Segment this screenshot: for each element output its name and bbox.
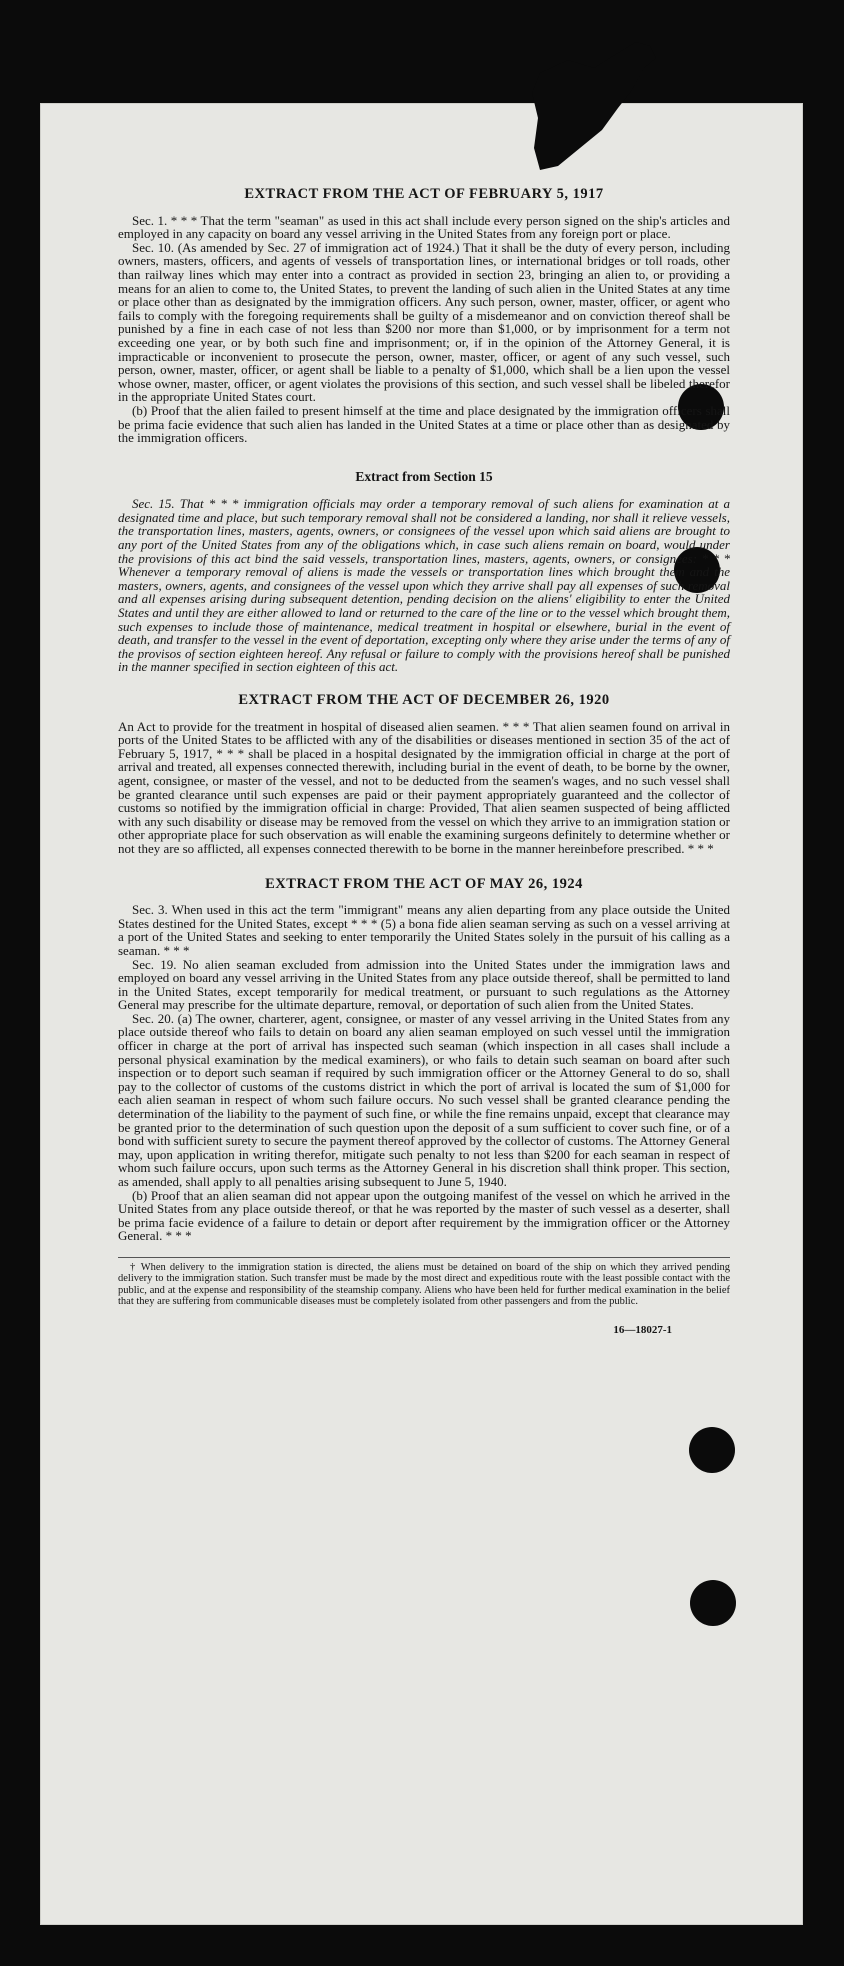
paragraph: Sec. 10. (As amended by Sec. 27 of immigration act of 1924.) That it shall be the duty of every person, including owners, masters, officers, and agents of vessels of transportation lines, or international bridges or toll roads, other than railway lines which may enter into a contract as provided in section 23, bringing an alien to, or providing a means for an alien to come to, the United States, to prevent the landing of such alien in the United States at any time or place other than as designated by the immigration officers. Any such person, owner, master, officer, or agent who fails to comply with the foregoing requirements shall be guilty of a misdemeanor and on conviction thereof shall be punished by a fine in each case of not less than $200 nor more than $1,000, or by imprisonment for a term not exceeding one year, or by both such fine and imprisonment; or, if in the opinion of the Attorney General, it is impracticable or inconvenient to prosecute the person, owner, master, officer, or agent of any such vessel, such person, owner, master, officer, or agent shall be liable to a penalty of $1,000, which shall be a lien upon the vessel whose owner, master, officer, or agent violates the provisions of this section, and such vessel shall be libeled therefor in the appropriate United States court.	[118, 239, 730, 405]
paragraph: Sec. 19. No alien seaman excluded from admission into the United States under the immigration laws and employed on board any vessel arriving in the United States from any place outside thereof, shall be permitted to land in the United States, except temporarily for medical treatment, or pursuant to such regulations as the Attorney General may prescribe for the ultimate departure, removal, or deportation of such alien from the United States.	[118, 956, 730, 1013]
punch-hole	[689, 1427, 735, 1473]
paragraph: (b) Proof that the alien failed to present himself at the time and place designated by the immigration officers shall be prima facie evidence that such alien has landed in the United States at a time or place other than as designated by the immigration officers.	[118, 402, 730, 446]
paragraph: Sec. 20. (a) The owner, charterer, agent, consignee, or master of any vessel arriving in the United States from any place outside thereof who fails to detain on board any alien seaman employed on such vessel until the immigration officer in charge at the port of arrival has inspected such seaman (which inspection in all cases shall include a personal physical examination by the medical examiners), or who fails to detain such seaman on board after such inspection or to deport such seaman if required by such immigration officer or the Attorney General to do so, shall pay to the collector of customs of the customs district in which the port of arrival is located the sum of $1,000 for each alien seaman in respect of whom such failure occurs. No such vessel shall be granted clearance pending the determination of the liability to the payment of such fine, or while the fine remains unpaid, except that clearance may be granted prior to the determination of such question upon the deposit of a sum sufficient to cover such fine, or of a bond with sufficient surety to secure the payment thereof approved by the collector of customs. The Attorney General may, upon application in writing therefor, mitigate such penalty to not less than $200 for each seaman in respect of whom such failure occurs, upon such terms as the Attorney General in his discretion shall think proper. This section, as amended, shall apply to all penalties arising subsequent to June 5, 1940.	[118, 1010, 730, 1189]
paragraph: Sec. 1. * * * That the term "seaman" as used in this act shall include every person signed on the ship's articles and employed in any capacity on board any vessel arriving in the United States from any foreign port or place.	[118, 212, 730, 242]
paragraph: Sec. 15. That * * * immigration officials may order a temporary removal of such aliens for examination at a designated time and place, but such temporary removal shall not be considered a landing, nor shall it relieve vessels, the transportation lines, masters, agents, owners, or consignees of the vessel upon which said aliens are brought to any port of the United States from any of the obligations which, in case such aliens remain on board, would under the provisions of this act bind the said vessels, transportation lines, masters, agents, owners, or consignees: * * * Whenever a temporary removal of aliens is made the vessels or transportation lines which brought them and the masters, owners, agents, and consignees of the vessel upon which they arrive shall pay all expenses of such removal and all expenses arising during subsequent detention, pending decision on the aliens' eligibility to enter the United States and until they are either allowed to land or returned to the care of the line or to the vessel which brought them, such expenses to include those of maintenance, medical treatment in hospital or elsewhere, burial in the event of death, and transfer to the vessel in the event of deportation, excepting only where they arise under the terms of any of the provisos of section eighteen hereof. Any refusal or failure to comply with the provisions hereof shall be punished in the manner specified in section eighteen of this act.	[118, 496, 730, 675]
punch-hole	[690, 1580, 736, 1626]
document-text	[118, 188, 730, 1338]
heading-section-15: Extract from Section 15	[355, 468, 493, 484]
paragraph: (b) Proof that an alien seaman did not appear upon the outgoing manifest of the vessel on which he arrived in the United States from any place outside thereof, or that he was reported by the master of such vessel as a deserter, shall be prima facie evidence of a failure to detain or deport after requirement by the immigration officer or the Attorney General. * * *	[118, 1187, 730, 1244]
form-number: 16—18027-1	[613, 1323, 672, 1336]
footnote-divider	[118, 1257, 730, 1258]
heading-act-1924: EXTRACT FROM THE ACT OF MAY 26, 1924	[265, 875, 583, 892]
paragraph: Sec. 3. When used in this act the term "immigrant" means any alien departing from any place outside the United States destined for the United States, except * * * (5) a bona fide alien seaman serving as such on a vessel arriving at a port of the United States and seeking to enter temporarily the United States solely in the pursuit of his calling as a seaman. * * *	[118, 902, 730, 958]
heading-act-1917: EXTRACT FROM THE ACT OF FEBRUARY 5, 1917	[244, 186, 604, 202]
torn-corner	[528, 38, 658, 173]
heading-act-1920: EXTRACT FROM THE ACT OF DECEMBER 26, 1920	[238, 692, 610, 708]
paragraph: An Act to provide for the treatment in hospital of diseased alien seamen. * * * That alien seamen found on arrival in ports of the United States to be afflicted with any of the disabilities or diseases mentioned in section 35 of the act of February 5, 1917, * * * shall be placed in a hospital designated by the immigration official in charge at the port of arrival and treated, all expenses connected therewith, including burial in the event of death, to be borne by the owner, agent, consignee, or master of the vessel, and not to be deducted from the seamen's wages, and no such vessel shall be granted clearance until such expenses are paid or their payment appropriately guaranteed and the collector of customs so notified by the immigration official in charge: Provided, That alien seamen suspected of being afflicted with any such disability or disease may be removed from the vessel on which they arrive to an immigration station or other appropriate place for such observation as will enable the examining surgeons definitely to determine whether or not they are so afflicted, all expenses connected therewith to be borne in the manner hereinbefore prescribed. * * *	[118, 718, 730, 856]
footnote: † When delivery to the immigration station is directed, the aliens must be detained on board of the ship on which they arrived pending delivery to the immigration station. Such transfer must be made by the most direct and expeditious route with the least possible contact with the public, and at the expense and responsibility of the steamship company. Aliens who have been held for further medical examination in the belief that they are suffering from communicable diseases must be completely isolated from other passengers and from the public.	[118, 1261, 730, 1308]
